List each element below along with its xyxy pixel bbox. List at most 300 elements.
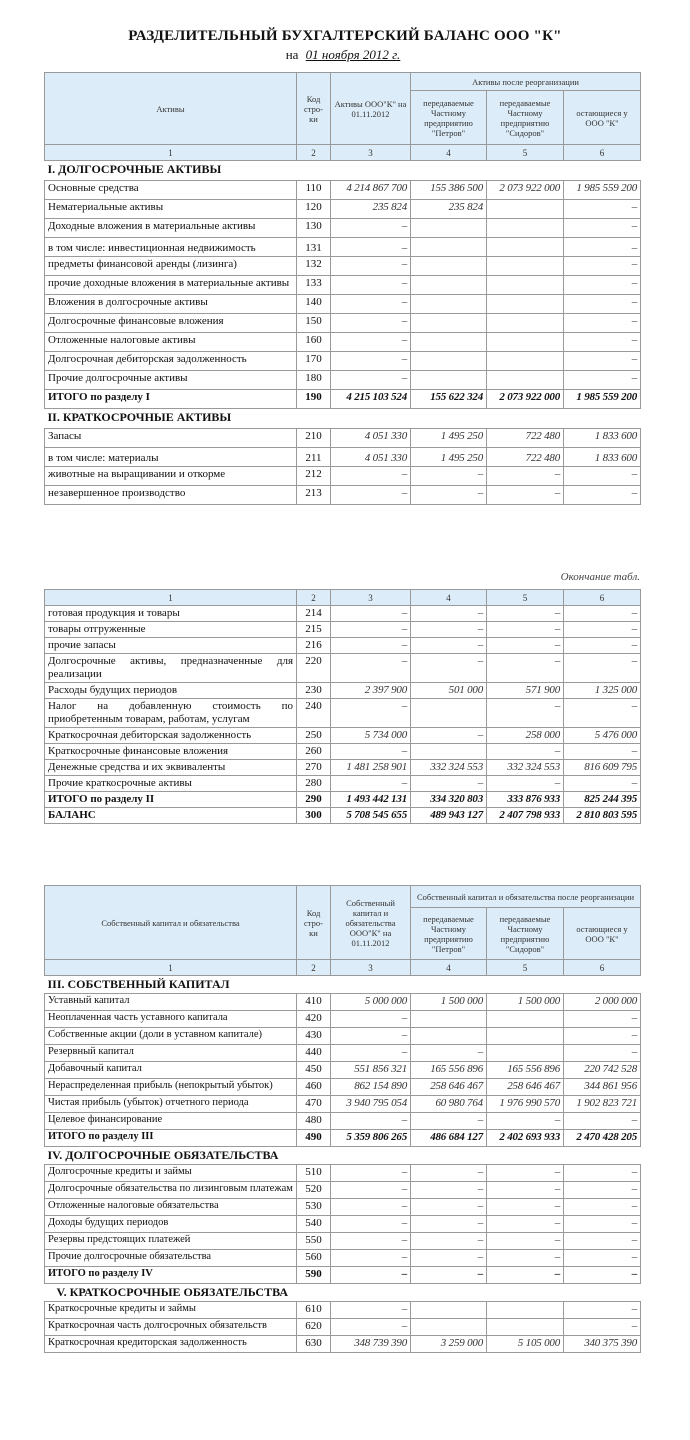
value-cell <box>487 200 564 219</box>
row-label: Нераспределенная прибыль (непокрытый убыток) <box>45 1079 297 1096</box>
column-numbers-row <box>45 590 641 606</box>
value-cell: 571 900 <box>487 683 564 699</box>
table-row <box>45 467 641 486</box>
row-code: 250 <box>297 728 331 744</box>
value-cell: – <box>331 295 411 314</box>
row-code: 131 <box>297 238 331 257</box>
section-heading-row <box>45 161 641 181</box>
liabilities-table <box>44 885 641 1353</box>
value-cell: 4 051 330 <box>331 448 411 467</box>
row-code: 290 <box>297 792 331 808</box>
table-row <box>45 638 641 654</box>
header-sidorov: передаваемые Частному предприятию "Сидоров" <box>487 908 564 960</box>
column-number: 5 <box>487 960 564 976</box>
value-cell: – <box>487 467 564 486</box>
value-cell: – <box>564 622 641 638</box>
value-cell <box>411 352 487 371</box>
row-label: Отложенные налоговые обязательства <box>45 1199 297 1216</box>
value-cell: 5 000 000 <box>331 994 411 1011</box>
total-row <box>45 1130 641 1147</box>
row-code: 540 <box>297 1216 331 1233</box>
row-label: Краткосрочные финансовые вложения <box>45 744 297 760</box>
value-cell: – <box>564 1011 641 1028</box>
value-cell: – <box>487 1199 564 1216</box>
value-cell <box>411 1302 487 1319</box>
value-cell: – <box>411 638 487 654</box>
value-cell: 1 976 990 570 <box>487 1096 564 1113</box>
column-number: 2 <box>297 590 331 606</box>
row-code: 216 <box>297 638 331 654</box>
table-row <box>45 654 641 683</box>
value-cell: – <box>331 1165 411 1182</box>
table-row <box>45 1011 641 1028</box>
row-code: 211 <box>297 448 331 467</box>
value-cell <box>487 276 564 295</box>
value-cell: – <box>411 1165 487 1182</box>
value-cell: – <box>331 622 411 638</box>
row-code: 470 <box>297 1096 331 1113</box>
row-label: Запасы <box>45 429 297 448</box>
row-code: 110 <box>297 181 331 200</box>
table-row <box>45 257 641 276</box>
column-number: 3 <box>331 145 411 161</box>
value-cell: – <box>487 622 564 638</box>
value-cell: – <box>411 1199 487 1216</box>
value-cell: – <box>331 219 411 238</box>
value-cell: 4 215 103 524 <box>331 390 411 409</box>
table-row <box>45 371 641 390</box>
table-row <box>45 1216 641 1233</box>
section-heading: IV. ДОЛГОСРОЧНЫЕ ОБЯЗАТЕЛЬСТВА <box>45 1147 641 1165</box>
value-cell: – <box>564 1319 641 1336</box>
column-number: 1 <box>45 145 297 161</box>
value-cell: – <box>411 654 487 683</box>
total-row <box>45 792 641 808</box>
value-cell: – <box>331 1302 411 1319</box>
header-petrov: передаваемые Частному предприятию "Петров" <box>411 91 487 145</box>
value-cell <box>411 744 487 760</box>
table-row <box>45 352 641 371</box>
row-code: 270 <box>297 760 331 776</box>
column-number: 4 <box>411 590 487 606</box>
section-heading-row <box>45 1284 641 1302</box>
value-cell <box>487 371 564 390</box>
row-code: 430 <box>297 1028 331 1045</box>
value-cell <box>411 219 487 238</box>
continuation-caption: Окончание табл. <box>560 571 640 583</box>
table-row <box>45 1233 641 1250</box>
row-label: прочие запасы <box>45 638 297 654</box>
value-cell: 3 940 795 054 <box>331 1096 411 1113</box>
value-cell: 1 833 600 <box>564 448 641 467</box>
value-cell: – <box>564 744 641 760</box>
value-cell: 2 000 000 <box>564 994 641 1011</box>
row-code: 133 <box>297 276 331 295</box>
row-label: Вложения в долгосрочные активы <box>45 295 297 314</box>
table-row <box>45 760 641 776</box>
row-code: 170 <box>297 352 331 371</box>
row-label: ИТОГО по разделу I <box>45 390 297 409</box>
value-cell: – <box>411 1045 487 1062</box>
value-cell: – <box>411 486 487 505</box>
value-cell: 1 493 442 131 <box>331 792 411 808</box>
value-cell: 1 985 559 200 <box>564 181 641 200</box>
table-row <box>45 219 641 238</box>
value-cell <box>411 257 487 276</box>
value-cell: – <box>411 1233 487 1250</box>
row-label: предметы финансовой аренды (лизинга) <box>45 257 297 276</box>
column-number: 1 <box>45 590 297 606</box>
value-cell: 155 386 500 <box>411 181 487 200</box>
table-row <box>45 683 641 699</box>
value-cell: – <box>564 1302 641 1319</box>
row-label: Налог на добавленную стоимость по приобретенным товарам, работам, услугам <box>45 699 297 728</box>
header-assets-before: Активы ООО"К" на 01.11.2012 <box>331 73 411 145</box>
value-cell: – <box>487 1250 564 1267</box>
table-row <box>45 295 641 314</box>
table-row <box>45 1113 641 1130</box>
table-row <box>45 1045 641 1062</box>
value-cell: – <box>564 352 641 371</box>
value-cell: – <box>564 1182 641 1199</box>
value-cell: – <box>331 314 411 333</box>
row-code: 230 <box>297 683 331 699</box>
table-row <box>45 1096 641 1113</box>
row-code: 530 <box>297 1199 331 1216</box>
value-cell: – <box>487 776 564 792</box>
table-row <box>45 1250 641 1267</box>
column-number: 2 <box>297 960 331 976</box>
table-row <box>45 1199 641 1216</box>
value-cell: – <box>487 1267 564 1284</box>
value-cell <box>411 1028 487 1045</box>
value-cell: – <box>564 219 641 238</box>
table-row <box>45 1319 641 1336</box>
value-cell: – <box>564 1267 641 1284</box>
value-cell: – <box>487 606 564 622</box>
value-cell: 258 000 <box>487 728 564 744</box>
value-cell: 340 375 390 <box>564 1336 641 1353</box>
value-cell: – <box>564 486 641 505</box>
value-cell: – <box>564 638 641 654</box>
row-label: готовая продукция и товары <box>45 606 297 622</box>
value-cell: 2 073 922 000 <box>487 390 564 409</box>
row-label: незавершенное производство <box>45 486 297 505</box>
value-cell: 4 214 867 700 <box>331 181 411 200</box>
row-label: БАЛАНС <box>45 808 297 824</box>
row-code: 213 <box>297 486 331 505</box>
value-cell: – <box>564 1113 641 1130</box>
value-cell <box>411 333 487 352</box>
table-row <box>45 314 641 333</box>
value-cell: 235 824 <box>411 200 487 219</box>
column-numbers-row <box>45 145 641 161</box>
row-code: 180 <box>297 371 331 390</box>
row-code: 520 <box>297 1182 331 1199</box>
value-cell: – <box>331 371 411 390</box>
value-cell: – <box>411 1216 487 1233</box>
table-row <box>45 1165 641 1182</box>
row-code: 630 <box>297 1336 331 1353</box>
row-code: 620 <box>297 1319 331 1336</box>
header-equity-before: Собственный капитал и обязательства ООО"К" на 01.11.2012 <box>331 886 411 960</box>
value-cell: 165 556 896 <box>487 1062 564 1079</box>
value-cell: 3 259 000 <box>411 1336 487 1353</box>
value-cell: – <box>331 352 411 371</box>
section-heading-row <box>45 976 641 994</box>
table-row <box>45 181 641 200</box>
table-row <box>45 622 641 638</box>
value-cell: – <box>331 606 411 622</box>
row-code: 590 <box>297 1267 331 1284</box>
column-number: 5 <box>487 590 564 606</box>
row-code: 460 <box>297 1079 331 1096</box>
value-cell: – <box>564 467 641 486</box>
assets-table <box>44 72 641 505</box>
row-label: Уставный капитал <box>45 994 297 1011</box>
table-row <box>45 276 641 295</box>
row-label: Доходные вложения в материальные активы <box>45 219 297 238</box>
value-cell: – <box>564 1045 641 1062</box>
value-cell: – <box>564 1250 641 1267</box>
row-label: Добавочный капитал <box>45 1062 297 1079</box>
value-cell: – <box>487 744 564 760</box>
value-cell: – <box>487 1165 564 1182</box>
table-row <box>45 776 641 792</box>
value-cell: – <box>331 1028 411 1045</box>
column-numbers-row <box>45 960 641 976</box>
column-number: 6 <box>564 960 641 976</box>
row-label: Расходы будущих периодов <box>45 683 297 699</box>
value-cell: – <box>411 1267 487 1284</box>
value-cell <box>487 1302 564 1319</box>
value-cell: 1 495 250 <box>411 448 487 467</box>
value-cell: – <box>564 371 641 390</box>
value-cell: – <box>564 1165 641 1182</box>
value-cell: – <box>564 1216 641 1233</box>
row-code: 212 <box>297 467 331 486</box>
value-cell: 165 556 896 <box>411 1062 487 1079</box>
table-row <box>45 1062 641 1079</box>
value-cell: 551 856 321 <box>331 1062 411 1079</box>
value-cell: 2 073 922 000 <box>487 181 564 200</box>
value-cell <box>411 1011 487 1028</box>
value-cell: – <box>411 1250 487 1267</box>
table-row <box>45 333 641 352</box>
header-equity-liabilities: Собственный капитал и обязательства <box>45 886 297 960</box>
row-code: 190 <box>297 390 331 409</box>
row-code: 280 <box>297 776 331 792</box>
value-cell: 60 980 764 <box>411 1096 487 1113</box>
row-label: Долгосрочные активы, предназначенные для реализации <box>45 654 297 683</box>
value-cell: 220 742 528 <box>564 1062 641 1079</box>
value-cell: 348 739 390 <box>331 1336 411 1353</box>
section-heading: I. ДОЛГОСРОЧНЫЕ АКТИВЫ <box>45 161 641 181</box>
value-cell: – <box>331 638 411 654</box>
row-label: Краткосрочная кредиторская задолженность <box>45 1336 297 1353</box>
value-cell: – <box>564 333 641 352</box>
row-code: 260 <box>297 744 331 760</box>
value-cell: 1 500 000 <box>487 994 564 1011</box>
document-subtitle <box>0 47 690 63</box>
table-row <box>45 200 641 219</box>
value-cell: – <box>331 654 411 683</box>
value-cell: 1 325 000 <box>564 683 641 699</box>
total-row <box>45 808 641 824</box>
row-label: ИТОГО по разделу III <box>45 1130 297 1147</box>
value-cell: – <box>331 1216 411 1233</box>
value-cell: 486 684 127 <box>411 1130 487 1147</box>
value-cell: 333 876 933 <box>487 792 564 808</box>
row-label: Прочие краткосрочные активы <box>45 776 297 792</box>
balance-date: 01 ноября 2012 г. <box>305 47 401 62</box>
column-number: 2 <box>297 145 331 161</box>
table-row <box>45 486 641 505</box>
value-cell <box>487 238 564 257</box>
value-cell: 155 622 324 <box>411 390 487 409</box>
value-cell <box>487 219 564 238</box>
row-label: Краткосрочная часть долгосрочных обязательств <box>45 1319 297 1336</box>
row-label: Краткосрочная дебиторская задолженность <box>45 728 297 744</box>
value-cell: – <box>487 1216 564 1233</box>
value-cell: 5 359 806 265 <box>331 1130 411 1147</box>
row-label: Прочие долгосрочные активы <box>45 371 297 390</box>
header-code: Код стро-ки <box>297 73 331 145</box>
row-label: Долгосрочная дебиторская задолженность <box>45 352 297 371</box>
value-cell: 332 324 553 <box>411 760 487 776</box>
value-cell: – <box>564 314 641 333</box>
value-cell: 862 154 890 <box>331 1079 411 1096</box>
table-row <box>45 1182 641 1199</box>
value-cell: 344 861 956 <box>564 1079 641 1096</box>
row-code: 132 <box>297 257 331 276</box>
value-cell <box>487 1028 564 1045</box>
row-label: товары отгруженные <box>45 622 297 638</box>
row-code: 150 <box>297 314 331 333</box>
row-code: 510 <box>297 1165 331 1182</box>
value-cell: – <box>411 622 487 638</box>
column-number: 3 <box>331 590 411 606</box>
assets-table-continuation <box>44 589 641 824</box>
subtitle-prefix: на <box>285 47 299 62</box>
value-cell: 2 402 693 933 <box>487 1130 564 1147</box>
value-cell: – <box>331 467 411 486</box>
row-label: Долгосрочные обязательства по лизинговым платежам <box>45 1182 297 1199</box>
row-label: ИТОГО по разделу IV <box>45 1267 297 1284</box>
value-cell <box>487 295 564 314</box>
value-cell: 722 480 <box>487 429 564 448</box>
value-cell: – <box>331 1199 411 1216</box>
value-cell: 825 244 395 <box>564 792 641 808</box>
row-label: Нематериальные активы <box>45 200 297 219</box>
value-cell: – <box>564 1199 641 1216</box>
row-code: 140 <box>297 295 331 314</box>
value-cell: 258 646 467 <box>411 1079 487 1096</box>
row-code: 215 <box>297 622 331 638</box>
value-cell: – <box>331 1182 411 1199</box>
row-label: Долгосрочные финансовые вложения <box>45 314 297 333</box>
row-code: 160 <box>297 333 331 352</box>
row-label: ИТОГО по разделу II <box>45 792 297 808</box>
row-code: 450 <box>297 1062 331 1079</box>
row-code: 550 <box>297 1233 331 1250</box>
row-label: Денежные средства и их эквиваленты <box>45 760 297 776</box>
total-row <box>45 1267 641 1284</box>
value-cell: 5 476 000 <box>564 728 641 744</box>
column-number: 6 <box>564 590 641 606</box>
table-row <box>45 699 641 728</box>
value-cell <box>487 1045 564 1062</box>
header-assets-after-group: Активы после реорганизации <box>411 73 641 91</box>
row-code: 420 <box>297 1011 331 1028</box>
value-cell: – <box>564 257 641 276</box>
value-cell: – <box>331 257 411 276</box>
header-equity-after-group: Собственный капитал и обязательства после реорганизации <box>411 886 641 908</box>
value-cell: – <box>331 1233 411 1250</box>
section-heading-row <box>45 1147 641 1165</box>
value-cell: 332 324 553 <box>487 760 564 776</box>
value-cell: – <box>487 1113 564 1130</box>
column-number: 3 <box>331 960 411 976</box>
value-cell <box>411 238 487 257</box>
row-code: 440 <box>297 1045 331 1062</box>
value-cell: 4 051 330 <box>331 429 411 448</box>
section-heading: V. КРАТКОСРОЧНЫЕ ОБЯЗАТЕЛЬСТВА <box>45 1284 641 1302</box>
value-cell: – <box>331 776 411 792</box>
value-cell: – <box>487 699 564 728</box>
table-row <box>45 1028 641 1045</box>
row-label: Краткосрочные кредиты и займы <box>45 1302 297 1319</box>
value-cell <box>411 314 487 333</box>
row-code: 210 <box>297 429 331 448</box>
column-number: 5 <box>487 145 564 161</box>
value-cell: – <box>331 744 411 760</box>
value-cell <box>411 371 487 390</box>
row-label: Основные средства <box>45 181 297 200</box>
row-label: Целевое финансирование <box>45 1113 297 1130</box>
value-cell: – <box>411 1182 487 1199</box>
value-cell: 5 734 000 <box>331 728 411 744</box>
value-cell: 1 985 559 200 <box>564 390 641 409</box>
value-cell: 1 902 823 721 <box>564 1096 641 1113</box>
column-number: 6 <box>564 145 641 161</box>
value-cell <box>487 1011 564 1028</box>
section-heading: II. КРАТКОСРОЧНЫЕ АКТИВЫ <box>45 409 641 429</box>
table-row <box>45 1079 641 1096</box>
value-cell: 1 495 250 <box>411 429 487 448</box>
column-number: 4 <box>411 960 487 976</box>
table-row <box>45 994 641 1011</box>
value-cell: – <box>564 276 641 295</box>
row-label: Резервы предстоящих платежей <box>45 1233 297 1250</box>
value-cell: – <box>411 728 487 744</box>
table-row <box>45 238 641 257</box>
value-cell: 1 833 600 <box>564 429 641 448</box>
value-cell: 2 810 803 595 <box>564 808 641 824</box>
section-heading-row <box>45 409 641 429</box>
row-code: 480 <box>297 1113 331 1130</box>
value-cell: – <box>564 654 641 683</box>
header-remaining: остающиеся у ООО "К" <box>564 91 641 145</box>
value-cell: – <box>564 606 641 622</box>
row-label: в том числе: материалы <box>45 448 297 467</box>
value-cell: 722 480 <box>487 448 564 467</box>
row-label: Долгосрочные кредиты и займы <box>45 1165 297 1182</box>
value-cell: – <box>331 699 411 728</box>
value-cell: – <box>564 776 641 792</box>
value-cell: – <box>331 276 411 295</box>
section-heading: III. СОБСТВЕННЫЙ КАПИТАЛ <box>45 976 641 994</box>
